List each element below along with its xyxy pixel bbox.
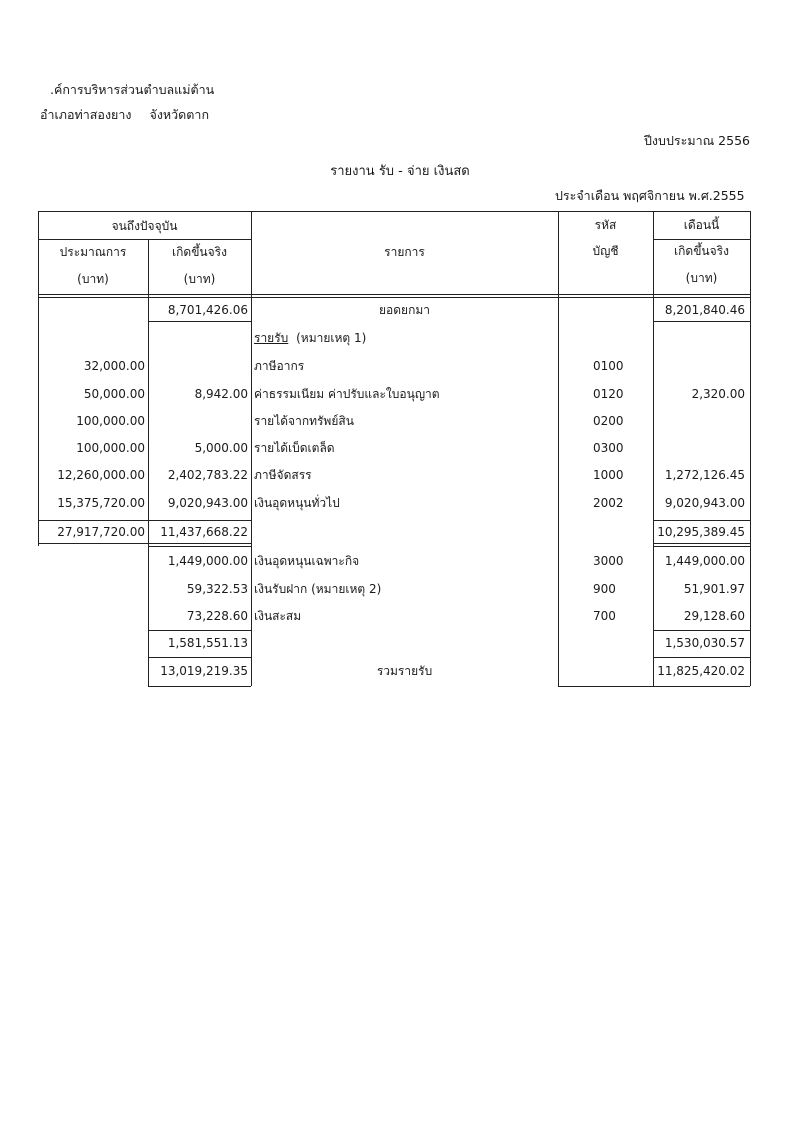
total-month: 11,825,420.02 [657,664,745,678]
subtotal1-actual: 11,437,668.22 [160,525,248,539]
total-bottom-line [148,686,251,687]
row-item: ภาษีอากร [254,359,305,373]
col-divider-actual [251,211,252,686]
header-estimate-unit: (บาท) [77,272,109,286]
carried-forward-underline [148,321,251,322]
location-line [40,105,209,125]
header-bottom-line [38,294,750,295]
col-border-left [38,297,39,546]
income-heading-note: (หมายเหตุ 1) [296,331,367,345]
row-code: 0120 [593,387,624,401]
header-this-month-unit: (บาท) [685,271,718,285]
header-this-month-actual: เกิดขึ้นจริง [674,244,729,258]
header-month-divider [653,239,750,240]
header-bottom-line-double [38,297,750,298]
row-item: รายได้จากทรัพย์สิน [254,414,354,428]
header-actual-unit: (บาท) [183,272,216,286]
province-name: จังหวัดตาก [149,107,210,122]
header-this-month: เดือนนี้ [683,218,720,232]
subtotal2-top-line [148,630,251,631]
subtotal1-estimate: 27,917,720.00 [57,525,145,539]
row-actual: 5,000.00 [194,441,248,455]
row-item: เงินอุดหนุนทั่วไป [254,496,340,510]
subtotal1-bottom-line [653,543,750,544]
subtotal1-bottom-line-double [148,546,251,547]
total-bottom-line [558,686,750,687]
row-actual: 73,228.60 [186,609,248,623]
header-group-divider [38,239,251,240]
subtotal1-month: 10,295,389.45 [657,525,745,539]
subtotal1-top-line [653,520,750,521]
row-code: 0300 [593,441,624,455]
row-estimate: 32,000.00 [83,359,145,373]
total-top-line [148,657,251,658]
row-month: 1,272,126.45 [664,468,745,482]
subtotal2-actual: 1,581,551.13 [167,636,248,650]
carried-forward-label: ยอดยกมา [379,303,430,317]
carried-forward-actual: 8,701,426.06 [167,303,248,317]
row-item: เงินสะสม [254,609,302,623]
col-divider-code [558,211,559,686]
row-actual: 59,322.53 [186,582,248,596]
carried-forward-month: 8,201,840.46 [664,303,745,317]
header-items: รายการ [384,245,425,259]
row-code: 3000 [593,554,624,568]
subtotal2-top-line [653,630,750,631]
row-actual: 9,020,943.00 [167,496,248,510]
row-code: 900 [593,582,616,596]
row-month: 2,320.00 [691,387,745,401]
table-border-top [38,211,750,212]
col-divider-estimate [148,297,149,686]
total-top-line [653,657,750,658]
income-heading-label: รายรับ [254,331,289,345]
row-estimate: 50,000.00 [83,387,145,401]
row-actual: 2,402,783.22 [167,468,248,482]
header-to-date: จนถึงปัจจุบัน [111,219,178,233]
row-code: 0200 [593,414,624,428]
row-actual: 1,449,000.00 [167,554,248,568]
report-title: รายงาน รับ - จ่าย เงินสด [330,164,470,179]
row-month: 9,020,943.00 [664,496,745,510]
subtotal1-bottom-line-double [653,546,750,547]
row-estimate: 100,000.00 [76,414,145,428]
subtotal1-top-line [38,520,251,521]
header-code: รหัส [594,218,617,232]
row-code: 2002 [593,496,624,510]
header-actual: เกิดขึ้นจริง [172,245,227,259]
carried-forward-underline [653,321,750,322]
total-label: รวมรายรับ [376,664,433,678]
row-estimate: 100,000.00 [76,441,145,455]
header-code-account: บัญชี [592,244,619,258]
row-item: รายได้เบ็ดเตล็ด [254,441,335,455]
row-month: 1,449,000.00 [664,554,745,568]
header-estimate: ประมาณการ [59,245,127,259]
income-heading [254,330,366,346]
subtotal1-bottom-line [38,543,251,544]
row-actual: 8,942.00 [194,387,248,401]
row-item: ภาษีจัดสรร [254,468,312,482]
row-code: 700 [593,609,616,623]
row-code: 1000 [593,468,624,482]
row-item: เงินรับฝาก (หมายเหตุ 2) [254,582,382,596]
row-estimate: 15,375,720.00 [57,496,145,510]
report-month: ประจำเดือน พฤศจิกายน พ.ศ.2555 [555,188,745,203]
organization-name: .ค์การบริหารส่วนตำบลแม่ต้าน [50,82,215,97]
subtotal2-month: 1,530,030.57 [664,636,745,650]
row-month: 29,128.60 [683,609,745,623]
fiscal-year: ปีงบประมาณ 2556 [644,133,750,148]
district-name: อำเภอท่าสองยาง [40,107,132,122]
row-estimate: 12,260,000.00 [57,468,145,482]
col-border-right [750,211,751,686]
row-item: ค่าธรรมเนียม ค่าปรับและใบอนุญาต [254,387,440,401]
total-actual: 13,019,219.35 [160,664,248,678]
row-month: 51,901.97 [683,582,745,596]
row-code: 0100 [593,359,624,373]
row-item: เงินอุดหนุนเฉพาะกิจ [254,554,360,568]
